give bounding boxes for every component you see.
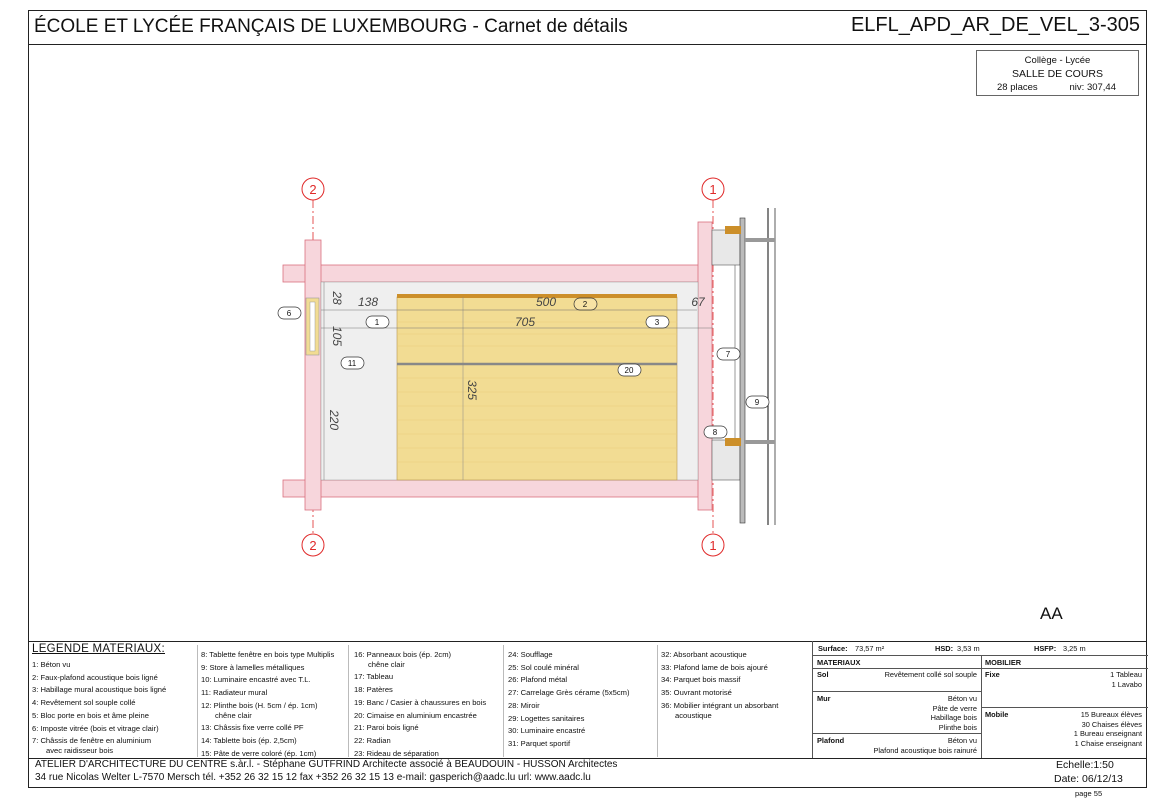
- legend-column-1: [32, 659, 166, 758]
- legend-separator: [503, 645, 504, 757]
- axis-label-bottom-left: 2: [309, 538, 317, 553]
- hsfp-value: 3,25 m: [1063, 644, 1086, 653]
- ceiling-slab: [283, 265, 708, 282]
- dim-325: 325: [465, 379, 479, 401]
- mobilier-section: [981, 655, 1148, 758]
- plafond-value: Plafond acoustique bois rainuré: [873, 745, 977, 755]
- mur-value: Plinthe bois: [938, 722, 977, 732]
- row-divider: [981, 668, 1148, 669]
- legend-separator: [657, 645, 658, 757]
- legend-item: 11: Radiateur mural: [201, 688, 268, 698]
- mobilier-title: MOBILIER: [985, 658, 1022, 667]
- legend-item: 6: Imposte vitrée (bois et vitrage clair): [32, 723, 159, 733]
- floor-slab: [283, 480, 708, 497]
- fixe-value: 1 Lavabo: [1111, 679, 1142, 689]
- mobile-value: 1 Bureau enseignant: [1073, 729, 1142, 738]
- legend-item: 13: Châssis fixe verre collé PF: [201, 723, 304, 733]
- legend-item: 30: Luminaire encastré: [508, 726, 586, 736]
- tag-6: 6: [286, 309, 292, 318]
- row-divider: [813, 668, 981, 669]
- footer-date: Date: 06/12/13: [1054, 773, 1123, 785]
- dim-105: 105: [330, 325, 344, 347]
- mobile-value: 30 Chaises élèves: [1081, 719, 1142, 729]
- legend-item: 29: Logettes sanitaires: [508, 713, 585, 723]
- legend-item: 22: Radian: [354, 735, 391, 745]
- tag-1: 1: [374, 318, 380, 327]
- room-name: SALLE DE COURS: [1011, 68, 1104, 80]
- mur-value: Béton vu: [947, 694, 977, 703]
- legend-item: 20: Cimaise en aluminium encastrée: [354, 710, 477, 720]
- legend-item: 8: Tablette fenêtre en bois type Multiplis: [201, 650, 335, 659]
- legend-item: 31: Parquet sportif: [508, 738, 571, 748]
- mur-values: [931, 694, 977, 732]
- mur-value: Pâte de verre: [932, 703, 977, 713]
- row-divider: [813, 691, 981, 692]
- hsd-value: 3,53 m: [957, 644, 980, 653]
- left-wall: [305, 240, 321, 510]
- legend-item: 18: Patères: [354, 685, 393, 695]
- surface-label: Surface:: [818, 644, 848, 653]
- dim-705: 705: [514, 315, 536, 329]
- legend-item: 15: Pâte de verre coloré (ép. 1cm): [201, 748, 317, 758]
- legend-item: 10: Luminaire encastré avec T.L.: [201, 675, 311, 685]
- dim-67: 67: [691, 295, 705, 309]
- tag-3: 3: [654, 318, 660, 327]
- legend-item: 25: Sol coulé minéral: [508, 662, 579, 672]
- legend-item: 3: Habillage mural acoustique bois ligné: [32, 685, 167, 695]
- footer-company: ATELIER D'ARCHITECTURE DU CENTRE s.àr.l. - Stéphane GUTFRIND Architecte associé à BEAUDOUIN - HUSSON Architectes: [35, 759, 618, 770]
- legend-item: 35: Ouvrant motorisé: [661, 688, 732, 698]
- materiaux-title: MATERIAUX: [817, 658, 861, 667]
- drawing-code: ELFL_APD_AR_DE_VEL_3-305: [850, 14, 1140, 36]
- row-divider: [981, 707, 1148, 708]
- room-places: 28 places: [997, 82, 1038, 93]
- facade-bracket-top: [745, 238, 775, 242]
- page-number: page 55: [1075, 789, 1103, 798]
- legend-title: LEGENDE MATERIAUX:: [32, 643, 165, 655]
- legend-item: 32: Absorbant acoustique: [661, 650, 747, 659]
- legend-item: 36: Mobilier intégrant un absorbant: [661, 700, 779, 710]
- legend-item: 1: Béton vu: [32, 660, 71, 669]
- legend-item: 34: Parquet bois massif: [661, 675, 741, 685]
- legend-item: avec raidisseur bois: [46, 745, 114, 755]
- dim-28: 28: [330, 291, 344, 305]
- legend-item: 16: Panneaux bois (ép. 2cm): [354, 650, 452, 659]
- legend-item: 9: Store à lamelles métalliques: [201, 662, 305, 672]
- plafond-label: Plafond: [817, 736, 845, 745]
- mobile-value: 15 Bureaux élèves: [1080, 710, 1142, 719]
- tag-7: 7: [725, 350, 731, 359]
- footer-scale: Echelle:1:50: [1056, 759, 1114, 771]
- legend-item: 2: Faux-plafond acoustique bois ligné: [32, 672, 158, 682]
- tag-8: 8: [712, 428, 718, 437]
- right-wall: [698, 222, 712, 510]
- legend-item: 27: Carrelage Grès cérame (5x5cm): [508, 688, 630, 698]
- summary-header-row: [813, 641, 1148, 656]
- facade-bracket-bottom: [745, 440, 775, 444]
- legend-separator: [197, 645, 198, 757]
- legend-item: 17: Tableau: [354, 672, 394, 682]
- legend-item: acoustique: [675, 710, 712, 720]
- hsfp-label: HSFP:: [1034, 644, 1057, 653]
- legend-item: 23: Rideau de séparation: [354, 748, 439, 758]
- surface-value: 73,57 m²: [855, 644, 885, 653]
- fixe-label: Fixe: [985, 670, 1000, 679]
- fixe-values: [1110, 670, 1142, 689]
- sol-label: Sol: [817, 670, 829, 679]
- legend-item: 14: Tablette bois (ép. 2,5cm): [201, 735, 297, 745]
- tag-11: 11: [347, 359, 357, 368]
- legend-item: 28: Miroir: [508, 700, 540, 710]
- legend-item: 33: Plafond lame de bois ajouré: [661, 662, 768, 672]
- legend-item: chêne clair: [368, 659, 405, 669]
- legend-column-3: [354, 649, 486, 760]
- legend-item: 4: Revêtement sol souple collé: [32, 698, 136, 708]
- legend-separator: [348, 645, 349, 757]
- legend-item: chêne clair: [215, 710, 252, 720]
- sol-value: Revêtement collé sol souple: [884, 670, 977, 679]
- summary-table: [812, 641, 1147, 758]
- materiaux-section: [813, 655, 982, 758]
- axis-label-bottom-right: 1: [709, 538, 717, 553]
- legend-item: 26: Plafond métal: [508, 675, 568, 685]
- dim-220: 220: [327, 409, 341, 431]
- room-niveau: niv: 307,44: [1069, 82, 1116, 93]
- legend-column-4: [508, 649, 630, 751]
- plafond-values: [873, 736, 977, 755]
- facade-mullion: [740, 218, 745, 523]
- sill-bottom: [725, 438, 741, 446]
- sill-top: [725, 226, 741, 234]
- acoustic-panel-wall: [397, 297, 677, 480]
- room-level: Collège - Lycée: [1024, 55, 1091, 66]
- hsd-label: HSD:: [935, 644, 954, 653]
- legend-column-5: [661, 649, 778, 722]
- footer-address: 34 rue Nicolas Welter L-7570 Mersch tél. +352 26 32 15 12 fax +352 26 32 15 13 e-mail: gasperich@aadc.lu url: www.aadc.lu: [35, 772, 591, 783]
- tag-9: 9: [754, 398, 760, 407]
- project-title: ÉCOLE ET LYCÉE FRANÇAIS DE LUXEMBOURG - Carnet de détails: [34, 16, 628, 37]
- mobile-label: Mobile: [985, 710, 1009, 719]
- mobile-value: 1 Chaise enseignant: [1074, 738, 1142, 748]
- legend-item: 21: Paroi bois ligné: [354, 723, 419, 733]
- mobile-values: [1074, 710, 1142, 748]
- facade-top-block: [712, 230, 740, 265]
- tag-2: 2: [582, 300, 588, 309]
- section-label: AA: [1040, 604, 1063, 623]
- mur-label: Mur: [817, 694, 831, 703]
- legend-item: 24: Soufflage: [508, 650, 553, 659]
- legend-column-2: [201, 649, 334, 760]
- window-glass-left: [310, 302, 315, 351]
- row-divider: [813, 733, 981, 734]
- axis-label-top-left: 2: [309, 182, 317, 197]
- axis-label-top-right: 1: [709, 182, 717, 197]
- fixe-value: 1 Tableau: [1110, 670, 1142, 679]
- tag-20: 20: [624, 366, 634, 375]
- legend-item: 7: Châssis de fenêtre en aluminium: [32, 736, 152, 746]
- legend-item: 12: Plinthe bois (H. 5cm / ép. 1cm): [201, 700, 318, 710]
- mur-value: Habillage bois: [930, 713, 977, 722]
- legend-item: 5: Bloc porte en bois et âme pleine: [32, 710, 149, 720]
- legend-item: 19: Banc / Casier à chaussures en bois: [354, 697, 487, 707]
- plafond-value: Béton vu: [947, 736, 977, 745]
- dim-138: 138: [357, 295, 379, 309]
- dim-500: 500: [535, 295, 557, 309]
